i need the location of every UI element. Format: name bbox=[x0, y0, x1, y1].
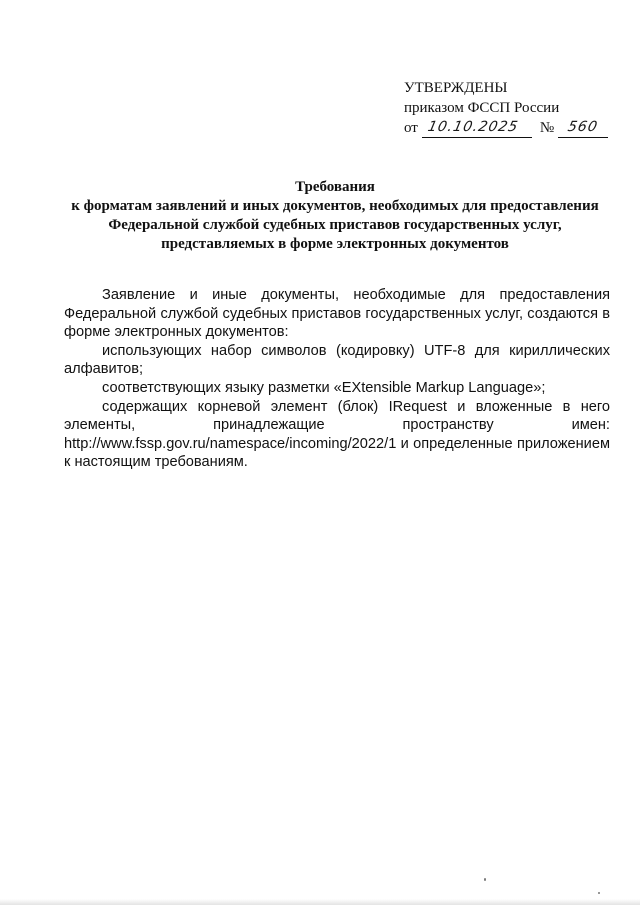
document-body bbox=[64, 286, 610, 472]
date-field bbox=[422, 119, 532, 138]
body-paragraph-1: Заявление и иные документы, необходимые для предоставления Федеральной службой судебных приставов государственных услуг, создаются в форме электронных документов: bbox=[64, 287, 610, 341]
handwritten-number: 560 bbox=[566, 119, 600, 135]
title-line-1: Требования bbox=[295, 179, 375, 195]
body-paragraph-4: содержащих корневой элемент (блок) IRequest и вложенные в него элементы, принадлежащие пространству имен: http://www.fssp.gov.ru/namespace/incoming/2022/1 и определенные приложением к настоящим требованиям. bbox=[64, 398, 610, 471]
scan-bottom-edge bbox=[0, 899, 640, 905]
title-line-2: к форматам заявлений и иных документов, необходимых для предоставления bbox=[71, 198, 599, 214]
title-line-4: представляемых в форме электронных документов bbox=[161, 236, 509, 252]
body-paragraph-3: соответствующих языку разметки «EXtensible Markup Language»; bbox=[102, 379, 546, 396]
body-paragraph-2: использующих набор символов (кодировку) UTF-8 для кириллических алфавитов; bbox=[64, 342, 610, 378]
document-title bbox=[40, 178, 630, 254]
scan-speck bbox=[484, 878, 486, 881]
from-label: от bbox=[404, 120, 418, 136]
number-label: № bbox=[539, 120, 555, 136]
approval-order-line: приказом ФССП России bbox=[404, 100, 560, 116]
number-field bbox=[558, 119, 608, 138]
approval-date-row bbox=[404, 118, 614, 138]
scan-speck bbox=[598, 892, 600, 894]
title-line-3: Федеральной службой судебных приставов государственных услуг, bbox=[108, 217, 562, 233]
approval-heading: УТВЕРЖДЕНЫ bbox=[404, 80, 508, 96]
approval-block bbox=[404, 78, 614, 138]
handwritten-date: 10.10.2025 bbox=[426, 119, 520, 135]
